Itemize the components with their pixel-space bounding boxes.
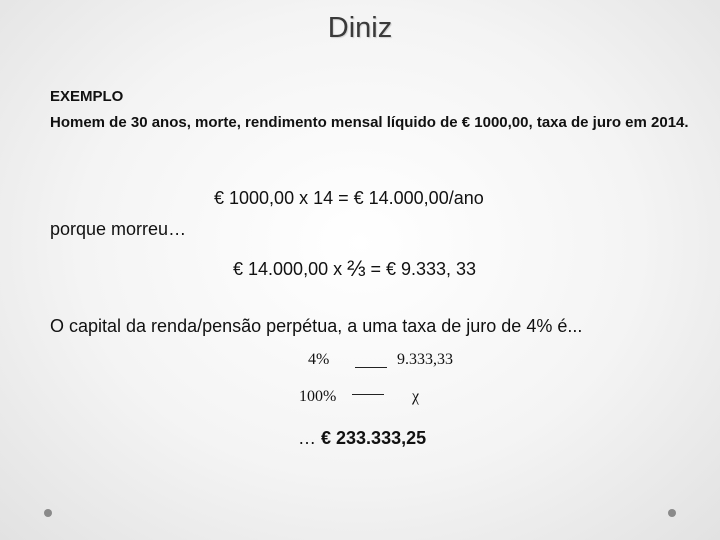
proportion-rate: 4% bbox=[308, 351, 330, 368]
proportion-unknown: χ bbox=[412, 388, 420, 405]
calculation-line-2-suffix: = € 9.333, 33 bbox=[365, 259, 477, 279]
two-thirds-fraction: ⅔ bbox=[347, 256, 366, 281]
slide-title: Diniz bbox=[327, 12, 393, 44]
calculation-line-2-prefix: € 14.000,00 x bbox=[233, 259, 348, 279]
result-ellipsis: … bbox=[298, 428, 322, 448]
result-line bbox=[298, 428, 426, 449]
proportion-total-rate: 100% bbox=[299, 388, 337, 405]
calculation-line-2 bbox=[233, 255, 476, 281]
example-description: Homem de 30 anos, morte, rendimento mensal líquido de € 1000,00, taxa de juro em 2014. bbox=[50, 114, 689, 131]
result-value: € 233.333,25 bbox=[321, 428, 427, 448]
porque-morreu-text: porque morreu… bbox=[50, 219, 187, 239]
decorative-dot-left bbox=[44, 509, 52, 517]
decorative-dot-right bbox=[668, 509, 676, 517]
proportion-dash-2 bbox=[352, 394, 384, 395]
example-heading: EXEMPLO bbox=[50, 88, 124, 105]
proportion-amount: 9.333,33 bbox=[397, 351, 453, 368]
proportion-dash-1 bbox=[355, 367, 387, 368]
calculation-line-1: € 1000,00 x 14 = € 14.000,00/ano bbox=[214, 188, 484, 208]
capital-statement: O capital da renda/pensão perpétua, a uma taxa de juro de 4% é... bbox=[50, 316, 583, 336]
